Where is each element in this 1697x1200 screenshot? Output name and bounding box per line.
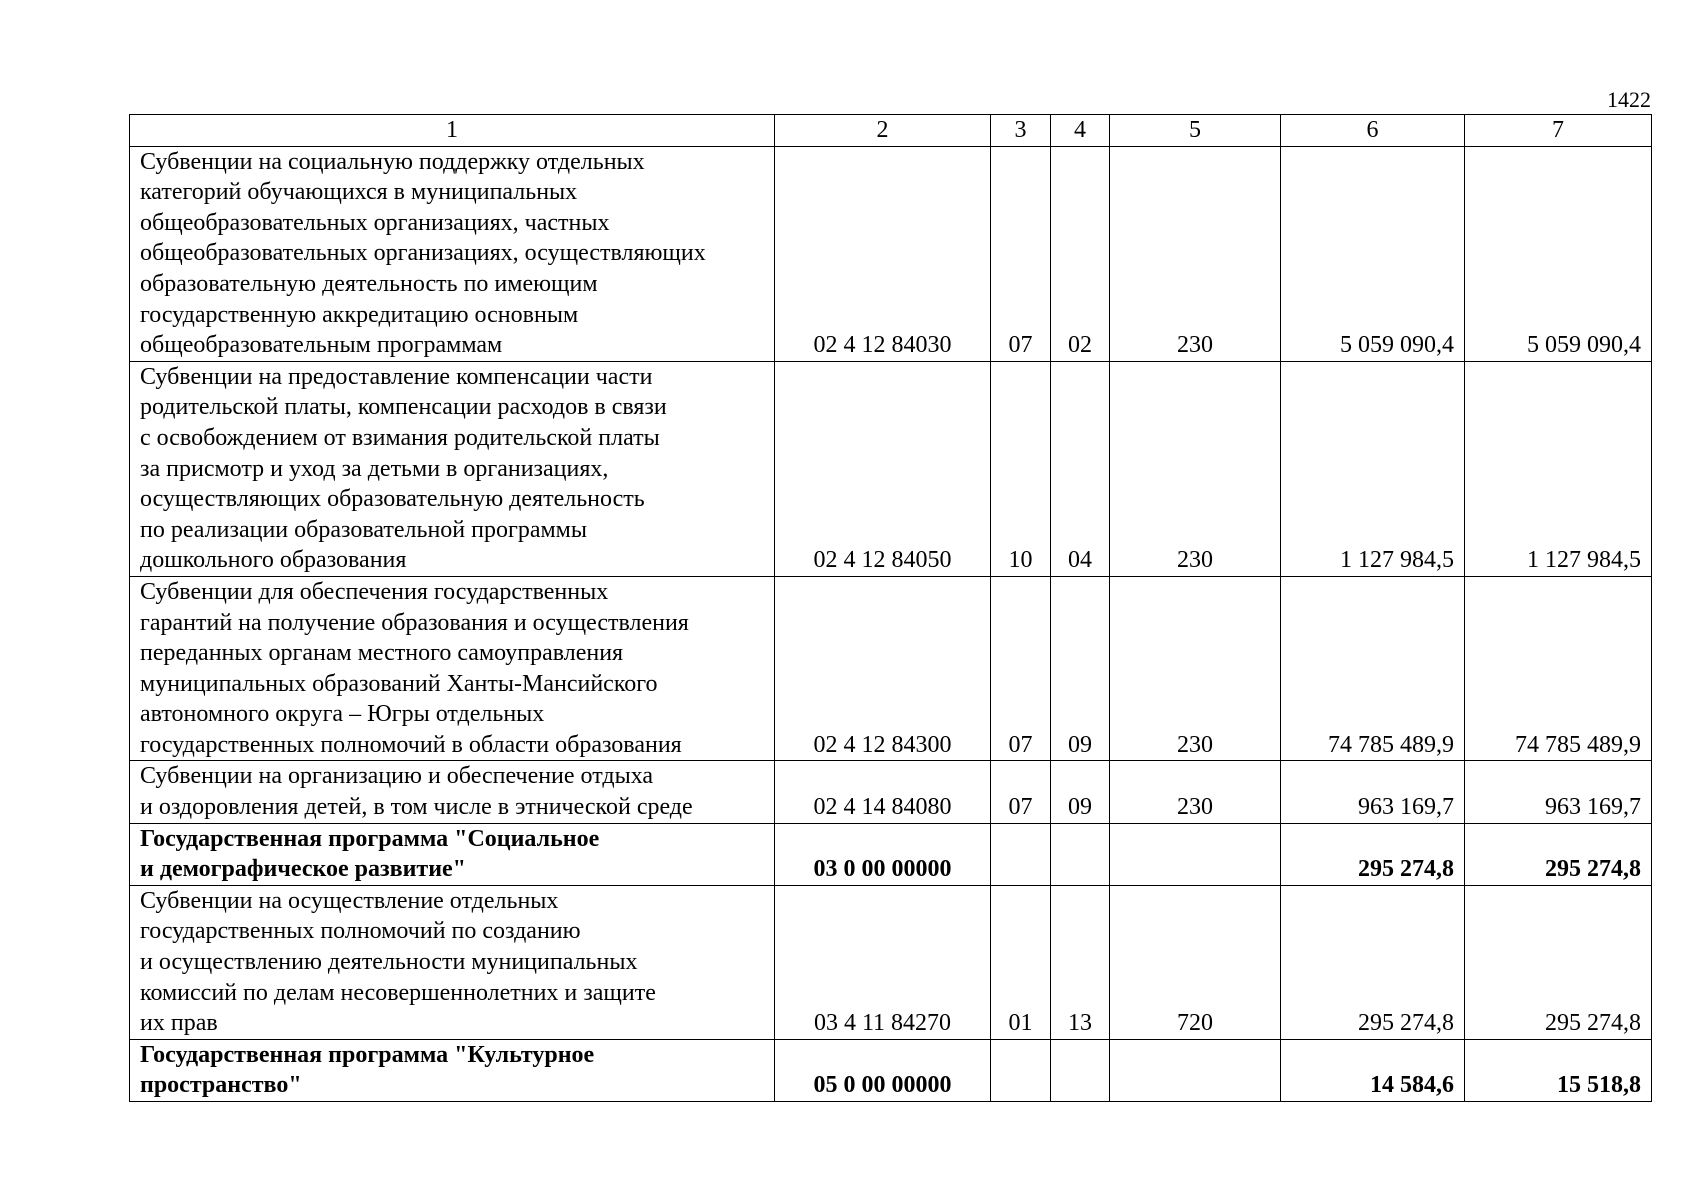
section-code [991, 823, 1051, 885]
description-line: с освобождением от взимания родительской платы [140, 424, 660, 451]
amount-year-1: 295 274,8 [1281, 885, 1465, 1039]
description-line: государственных полномочий по созданию [140, 918, 581, 945]
description-line: Субвенции на осуществление отдельных [140, 887, 559, 914]
description-line: и оздоровления детей, в том числе в этнической среде [140, 794, 693, 821]
description-line: автономного округа – Югры отдельных [140, 701, 545, 728]
expense-type-code: 230 [1110, 576, 1281, 761]
description-line: Субвенции на предоставление компенсации части [140, 363, 653, 390]
amount-year-2: 74 785 489,9 [1465, 576, 1652, 761]
description-line: комиссий по делам несовершеннолетних и защите [140, 979, 656, 1006]
section-code: 07 [991, 761, 1051, 823]
target-article-code: 02 4 12 84030 [775, 146, 991, 361]
program-row [130, 823, 1652, 885]
amount-year-1: 295 274,8 [1281, 823, 1465, 885]
description-line: Субвенции для обеспечения государственных [140, 578, 609, 605]
expense-type-code: 720 [1110, 885, 1281, 1039]
row-description [130, 361, 775, 576]
row-description [130, 823, 775, 885]
target-article-code: 02 4 12 84300 [775, 576, 991, 761]
table-row [130, 146, 1652, 361]
target-article-code: 03 4 11 84270 [775, 885, 991, 1039]
section-code: 10 [991, 361, 1051, 576]
row-description [130, 146, 775, 361]
table-body [130, 115, 1652, 1102]
subsection-code: 04 [1051, 361, 1110, 576]
column-header-2: 2 [775, 115, 991, 147]
table-row [130, 761, 1652, 823]
description-line: Субвенции на социальную поддержку отдельных [140, 148, 645, 175]
budget-table [129, 114, 1652, 1102]
description-line: государственную аккредитацию основным [140, 301, 579, 328]
section-code [991, 1039, 1051, 1101]
row-description [130, 576, 775, 761]
subsection-code: 09 [1051, 576, 1110, 761]
expense-type-code: 230 [1110, 761, 1281, 823]
expense-type-code [1110, 1039, 1281, 1101]
amount-year-2: 295 274,8 [1465, 823, 1652, 885]
subsection-code: 13 [1051, 885, 1110, 1039]
description-line: дошкольного образования [140, 547, 407, 574]
description-line: общеобразовательных организациях, осуществляющих [140, 240, 706, 267]
amount-year-1: 14 584,6 [1281, 1039, 1465, 1101]
subsection-code [1051, 823, 1110, 885]
column-header-5: 5 [1110, 115, 1281, 147]
column-header-4: 4 [1051, 115, 1110, 147]
row-description [130, 1039, 775, 1101]
description-line: категорий обучающихся в муниципальных [140, 179, 578, 206]
amount-year-2: 963 169,7 [1465, 761, 1652, 823]
row-description [130, 761, 775, 823]
amount-year-2: 1 127 984,5 [1465, 361, 1652, 576]
expense-type-code [1110, 823, 1281, 885]
amount-year-2: 15 518,8 [1465, 1039, 1652, 1101]
description-line: и осуществлению деятельности муниципальных [140, 949, 638, 976]
expense-type-code: 230 [1110, 361, 1281, 576]
section-code: 07 [991, 576, 1051, 761]
description-line: переданных органам местного самоуправления [140, 640, 624, 667]
target-article-code: 02 4 14 84080 [775, 761, 991, 823]
description-line: государственных полномочий в области образования [140, 731, 682, 758]
column-number-row [130, 115, 1652, 147]
section-code: 01 [991, 885, 1051, 1039]
description-line: пространство" [140, 1072, 302, 1099]
description-line: образовательную деятельность по имеющим [140, 270, 598, 297]
subsection-code: 02 [1051, 146, 1110, 361]
description-line: гарантий на получение образования и осуществления [140, 609, 689, 636]
expense-type-code: 230 [1110, 146, 1281, 361]
description-line: их прав [140, 1010, 218, 1037]
page-number: 1422 [1607, 87, 1651, 112]
column-header-7: 7 [1465, 115, 1652, 147]
row-description [130, 885, 775, 1039]
target-article-code: 05 0 00 00000 [775, 1039, 991, 1101]
program-row [130, 1039, 1652, 1101]
description-line: общеобразовательных организациях, частных [140, 209, 610, 236]
description-line: за присмотр и уход за детьми в организациях, [140, 455, 609, 482]
amount-year-2: 295 274,8 [1465, 885, 1652, 1039]
amount-year-1: 5 059 090,4 [1281, 146, 1465, 361]
description-line: Субвенции на организацию и обеспечение отдыха [140, 763, 654, 790]
subsection-code: 09 [1051, 761, 1110, 823]
table-row [130, 885, 1652, 1039]
section-code: 07 [991, 146, 1051, 361]
table-row [130, 361, 1652, 576]
amount-year-2: 5 059 090,4 [1465, 146, 1652, 361]
amount-year-1: 1 127 984,5 [1281, 361, 1465, 576]
description-line: родительской платы, компенсации расходов в связи [140, 394, 667, 421]
column-header-3: 3 [991, 115, 1051, 147]
amount-year-1: 74 785 489,9 [1281, 576, 1465, 761]
description-line: Государственная программа "Культурное [140, 1041, 595, 1068]
target-article-code: 03 0 00 00000 [775, 823, 991, 885]
column-header-6: 6 [1281, 115, 1465, 147]
target-article-code: 02 4 12 84050 [775, 361, 991, 576]
description-line: общеобразовательным программам [140, 332, 503, 359]
amount-year-1: 963 169,7 [1281, 761, 1465, 823]
table-row [130, 576, 1652, 761]
column-header-1: 1 [130, 115, 775, 147]
subsection-code [1051, 1039, 1110, 1101]
description-line: муниципальных образований Ханты-Мансийского [140, 670, 658, 697]
description-line: по реализации образовательной программы [140, 516, 587, 543]
description-line: и демографическое развитие" [140, 856, 467, 883]
description-line: осуществляющих образовательную деятельность [140, 486, 645, 513]
description-line: Государственная программа "Социальное [140, 825, 600, 852]
